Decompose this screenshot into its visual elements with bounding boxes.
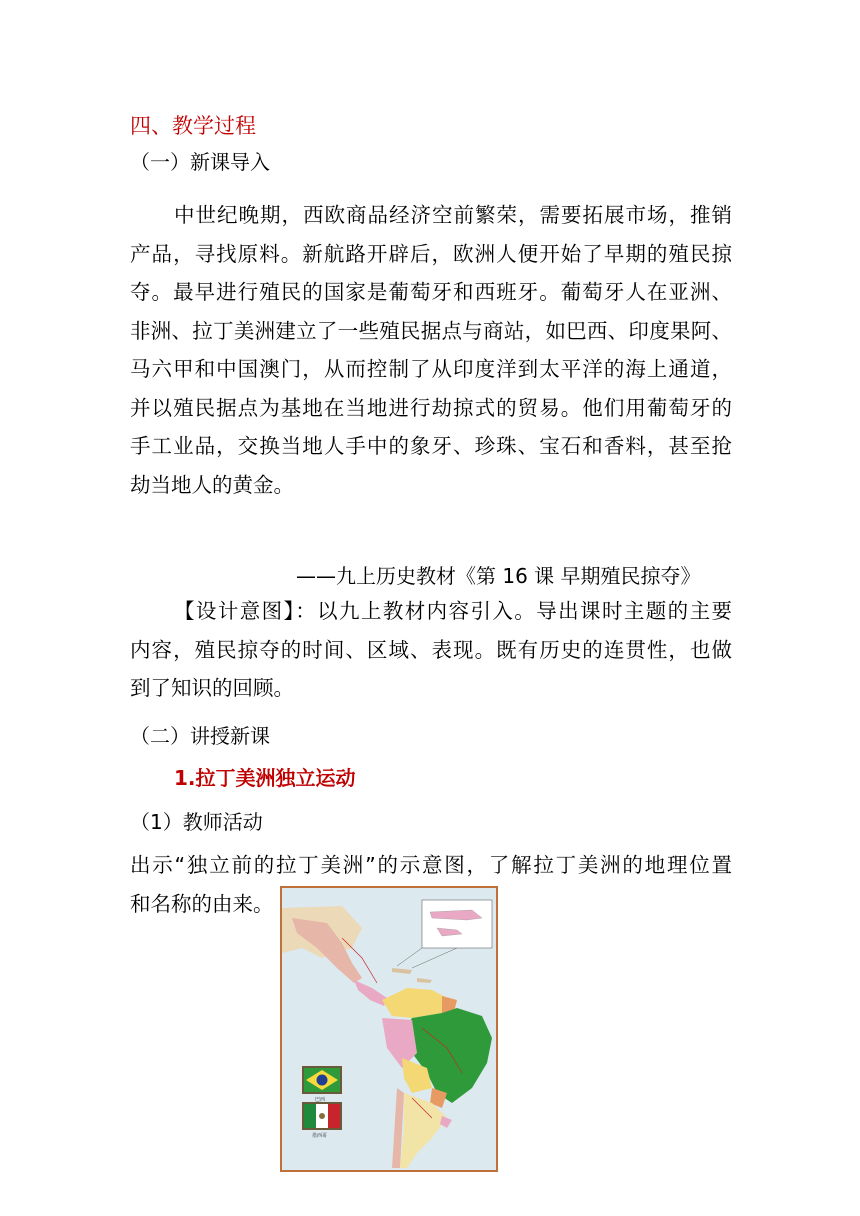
intro-paragraph: [130, 196, 732, 504]
paragraph-line: 中世纪晚期，西欧商品经济空前繁荣，需要拓展市场，推销: [174, 203, 732, 227]
paragraph-line: 出示“独立前的拉丁美洲”的示意图，了解拉丁美洲的地理位置: [130, 853, 732, 877]
paragraph-line: 马六甲和中国澳门，从而控制了从印度洋到太平洋的海上通道，: [130, 357, 732, 381]
paragraph-line: 并以殖民据点为基地在当地进行劫掠式的贸易。他们用葡萄牙的: [130, 395, 732, 420]
design-intent-paragraph: [130, 592, 732, 708]
topic-heading: 1.拉丁美洲独立运动: [174, 766, 356, 790]
latin-america-map: [280, 886, 498, 1172]
map-drawing: [282, 888, 496, 1170]
paragraph-line: 内容，殖民掠夺的时间、区域、表现。既有历史的连贯性，也做: [130, 637, 732, 662]
paragraph-line: 夺。最早进行殖民的国家是葡萄牙和西班牙。葡萄牙人在亚洲、: [130, 280, 732, 304]
flag-label-brazil: 巴西: [315, 1097, 326, 1103]
paragraph-line: 手工业品，交换当地人手中的象牙、珍珠、宝石和香料，甚至抢: [130, 434, 732, 458]
mexico-flag: [302, 1102, 342, 1130]
paragraph-line: 到了知识的回顾。: [130, 676, 294, 700]
paragraph-line: 劫当地人的黄金。: [130, 472, 294, 497]
section-heading: 四、教学过程: [130, 114, 256, 138]
paragraph-line: 非洲、拉丁美洲建立了一些殖民据点与商站，如巴西、印度果阿、: [130, 318, 732, 343]
activity-heading: （1）教师活动: [130, 810, 263, 834]
paragraph-line: 和名称的由来。: [130, 891, 274, 916]
sub-heading-lecture: （二）讲授新课: [130, 724, 270, 748]
paragraph-line: 产品，寻找原料。新航路开辟后，欧洲人便开始了早期的殖民掠: [130, 241, 732, 266]
flag-label-mexico: 墨西哥: [312, 1133, 328, 1139]
brazil-flag: [302, 1066, 342, 1094]
inset-map: [422, 900, 492, 948]
paragraph-line: 【设计意图】：以九上教材内容引入。导出课时主题的主要: [174, 599, 732, 623]
sub-heading-intro: （一）新课导入: [130, 150, 270, 174]
citation: ——九上历史教材《第 16 课 早期殖民掠夺》: [296, 564, 701, 588]
